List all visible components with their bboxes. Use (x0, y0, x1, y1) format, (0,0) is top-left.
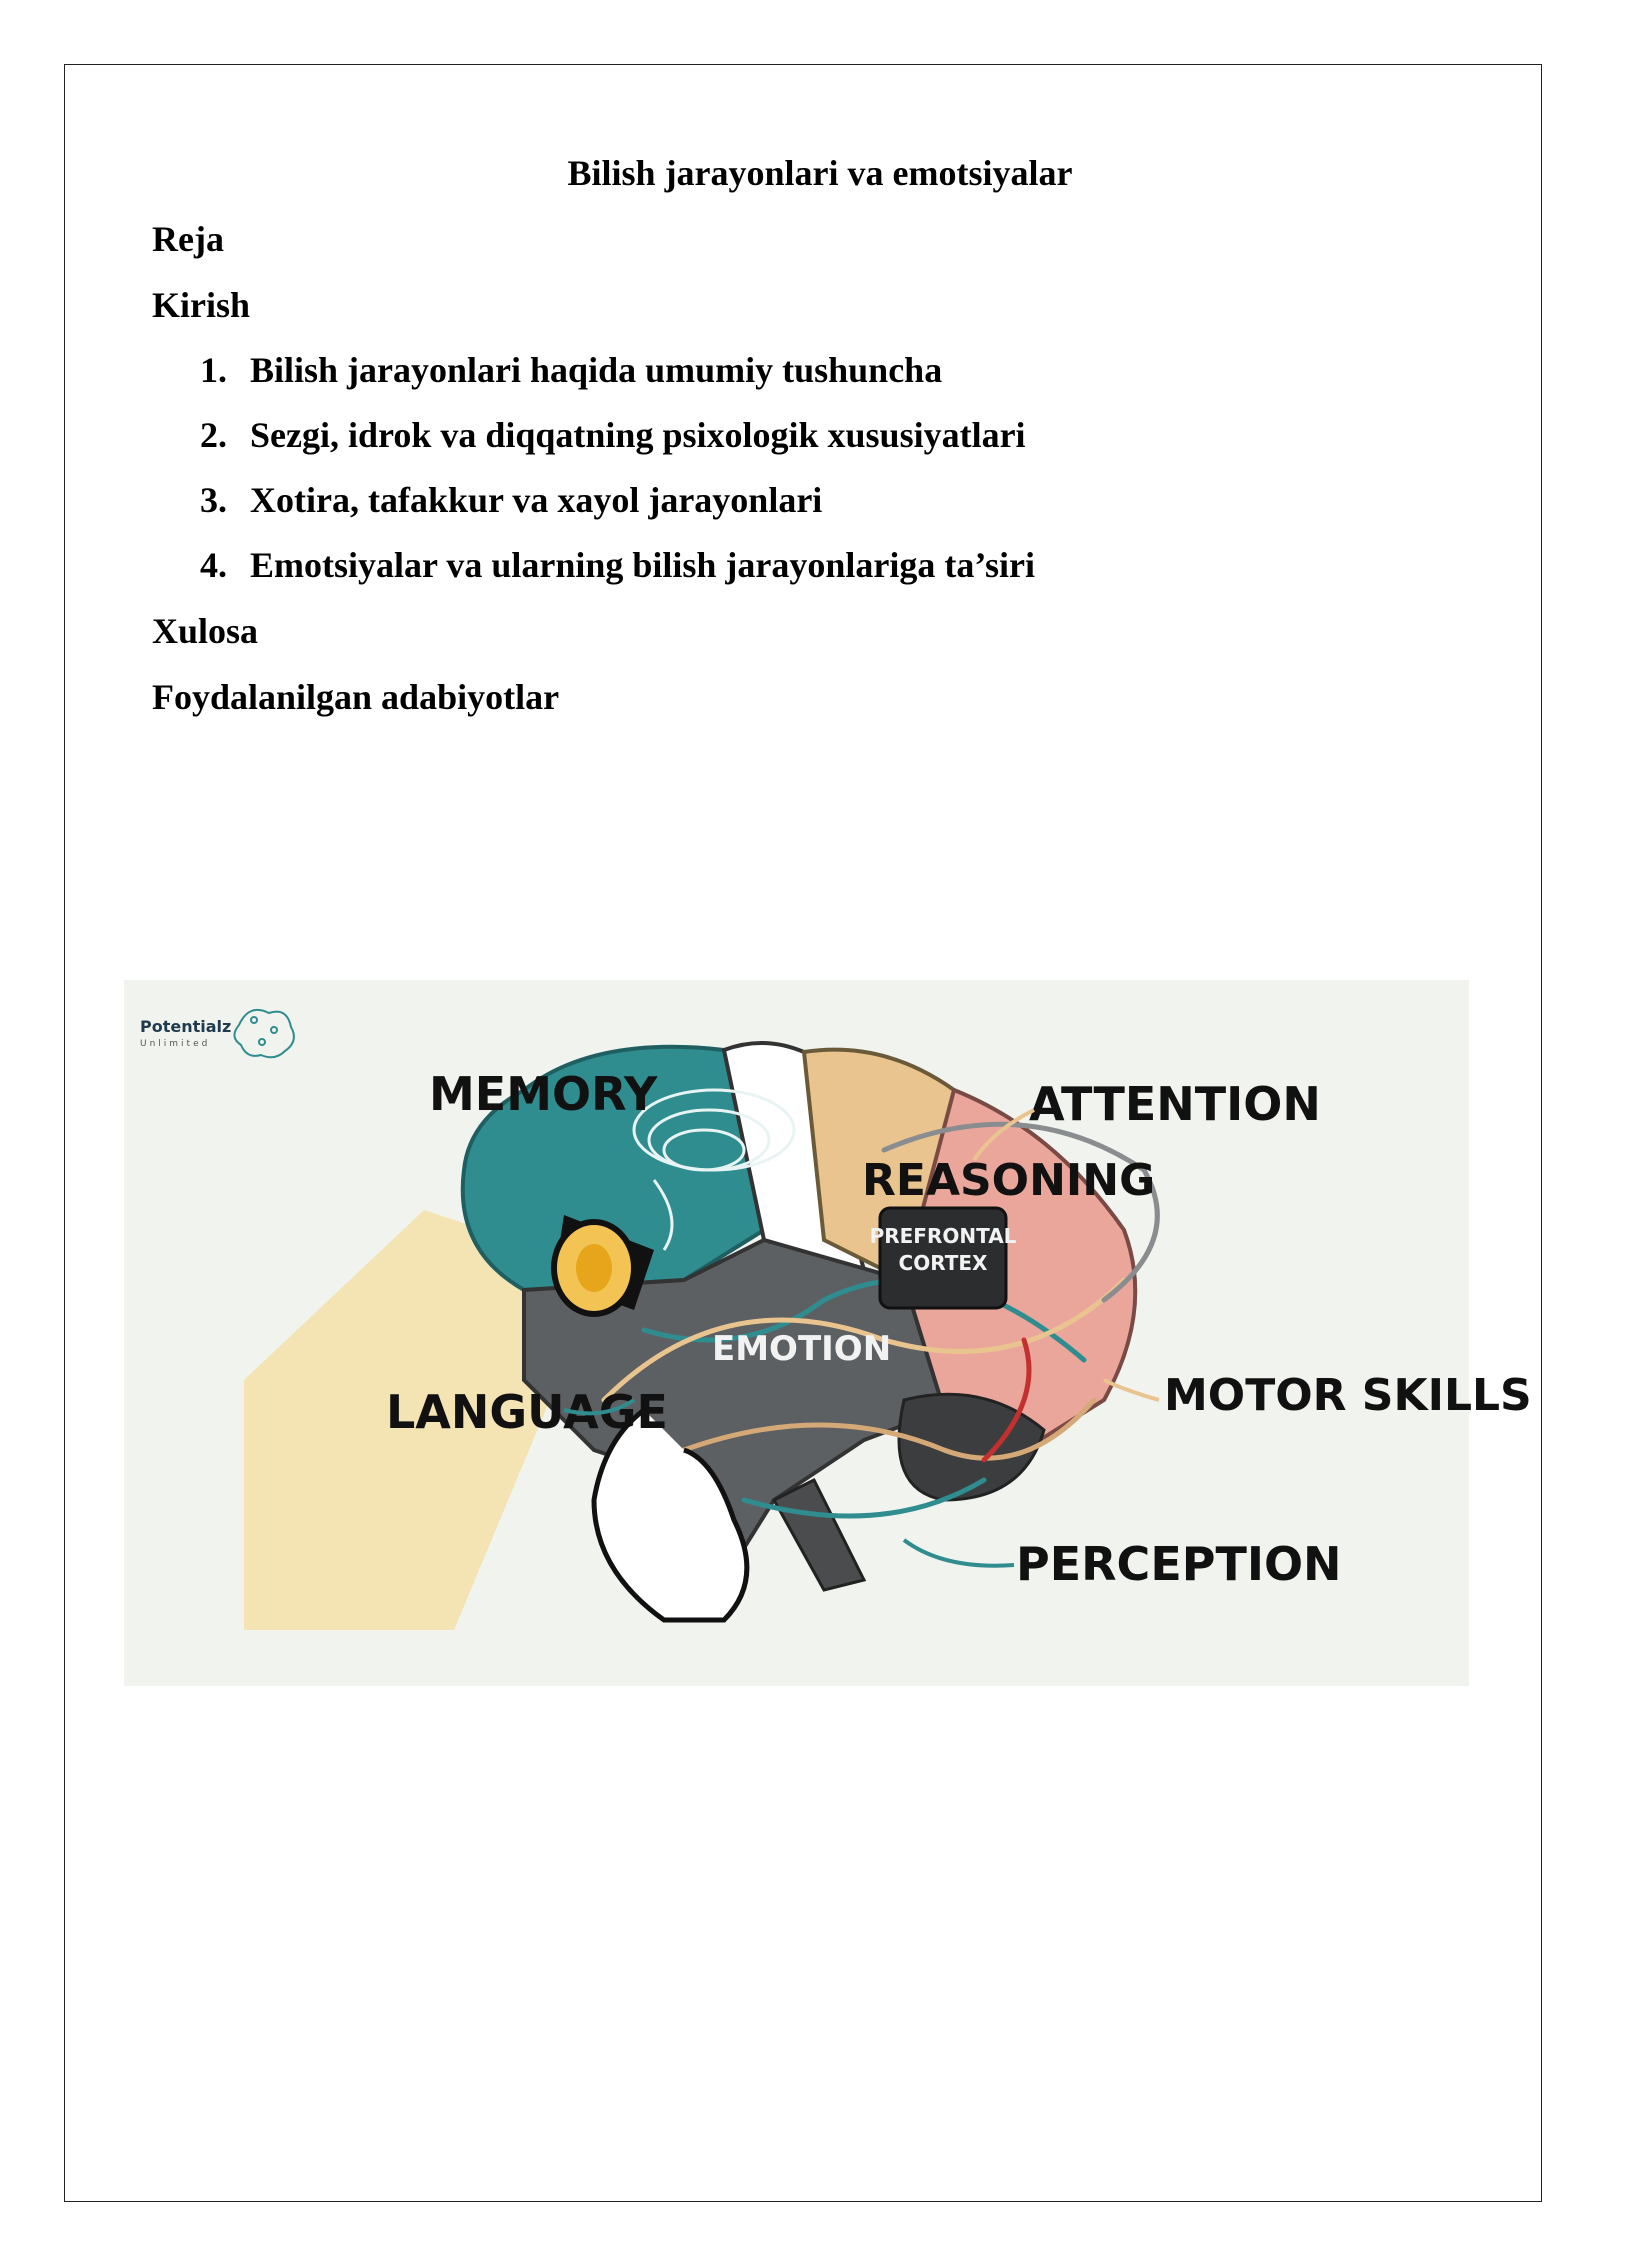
list-number: 1. (200, 350, 227, 390)
list-number: 2. (200, 415, 227, 455)
list-number: 4. (200, 545, 227, 585)
logo (140, 1010, 294, 1057)
list-text: Emotsiyalar va ularning bilish jarayonlariga ta’siri (250, 545, 1036, 585)
label-language: LANGUAGE (386, 1385, 668, 1439)
list-text: Sezgi, idrok va diqqatning psixologik xususiyatlari (250, 415, 1026, 455)
label-memory: MEMORY (429, 1067, 658, 1121)
prefrontal-label-2: CORTEX (898, 1251, 988, 1275)
list-item (200, 479, 822, 521)
list-number: 3. (200, 480, 227, 520)
label-reasoning: REASONING (862, 1155, 1156, 1206)
brain-illustration (124, 980, 1532, 1686)
intro-heading: Kirish (152, 285, 251, 325)
prefrontal-chip (870, 1208, 1017, 1308)
list-item (200, 349, 942, 391)
prefrontal-label-1: PREFRONTAL (869, 1224, 1017, 1248)
plan-heading: Reja (152, 219, 224, 259)
document-title: Bilish jarayonlari va emotsiyalar (567, 153, 1073, 193)
list-text: Xotira, tafakkur va xayol jarayonlari (250, 480, 823, 520)
logo-subtitle: Unlimited (140, 1039, 211, 1049)
logo-name: Potentialz (140, 1017, 232, 1036)
brain-stem (774, 1480, 864, 1590)
list-item (200, 544, 1035, 586)
list-text: Bilish jarayonlari haqida umumiy tushuncha (250, 350, 943, 390)
references-heading: Foydalanilgan adabiyotlar (152, 677, 560, 717)
label-attention: ATTENTION (1029, 1077, 1321, 1131)
conclusion-heading: Xulosa (152, 611, 259, 651)
list-item (200, 414, 1026, 456)
label-perception: PERCEPTION (1016, 1537, 1342, 1591)
logo-brain-icon (234, 1010, 293, 1057)
label-emotion: EMOTION (712, 1329, 892, 1369)
label-motor-skills: MOTOR SKILLS (1164, 1370, 1532, 1421)
